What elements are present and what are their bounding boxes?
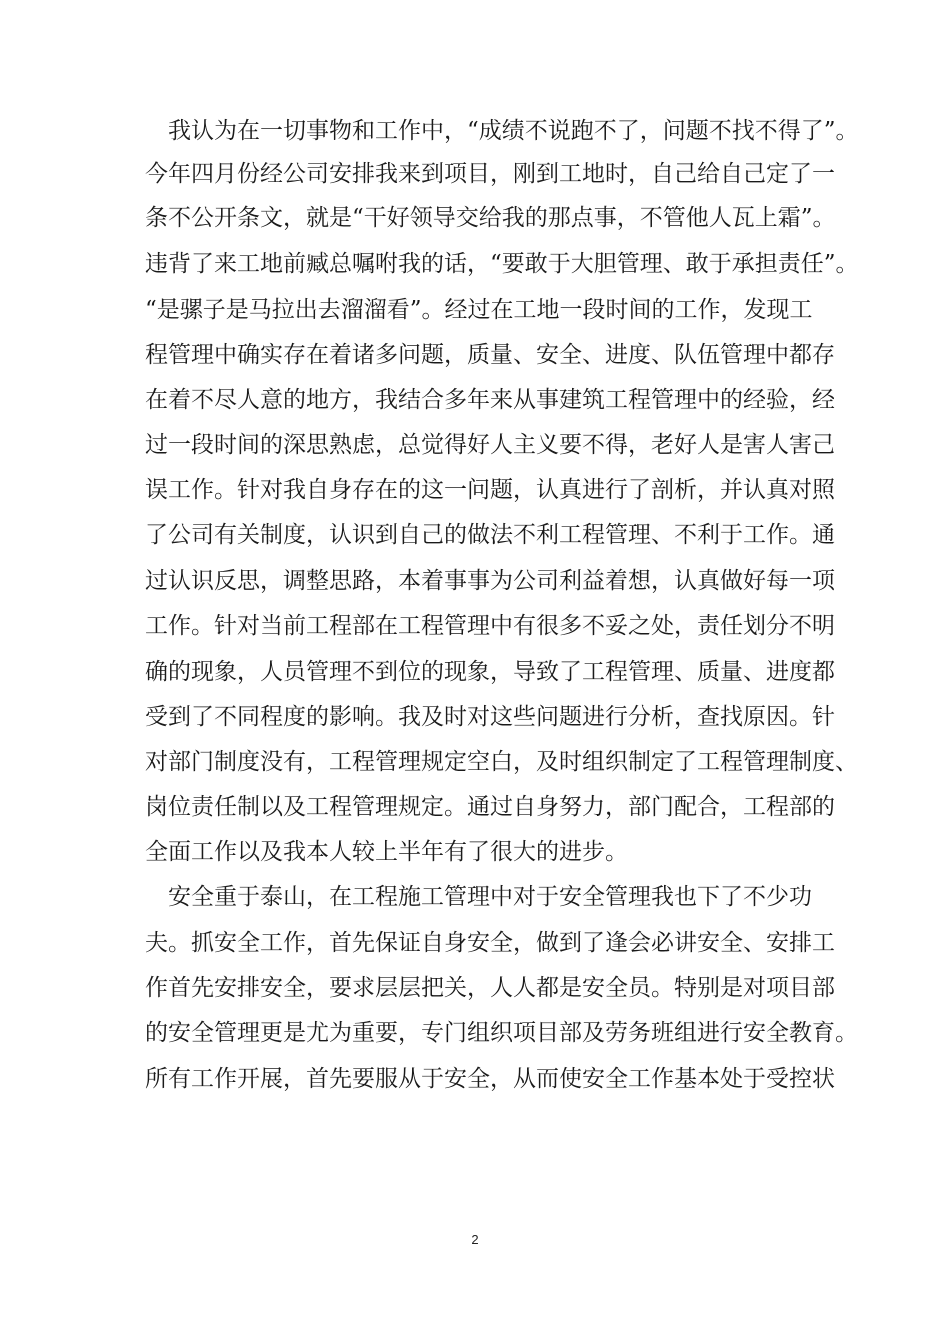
- text-line: 违背了来工地前臧总嘱咐我的话，“要敢于大胆管理、敢于承担责任”。: [145, 251, 859, 277]
- text-line: 工作。针对当前工程部在工程管理中有很多不妥之处，责任划分不明: [145, 613, 835, 639]
- text-line: 今年四月份经公司安排我来到项目，刚到工地时，自己给自己定了一: [145, 161, 835, 187]
- text-line: 作首先安排安全，要求层层把关，人人都是安全员。特别是对项目部: [145, 975, 835, 1001]
- text-line: 过认识反思，调整思路，本着事事为公司利益着想，认真做好每一项: [145, 568, 835, 594]
- text-line: 确的现象，人员管理不到位的现象，导致了工程管理、质量、进度都: [145, 659, 835, 685]
- text-line: 夫。抓安全工作，首先保证自身安全，做到了逢会必讲安全、安排工: [145, 930, 835, 956]
- page-number: 2: [471, 1232, 479, 1247]
- text-line: 条不公开条文，就是“干好领导交给我的那点事，不管他人瓦上霜”。: [145, 205, 836, 231]
- text-line: “是骡子是马拉出去溜溜看”。经过在工地一段时间的工作，发现工: [145, 297, 813, 323]
- text-line: 所有工作开展，首先要服从于安全，从而使安全工作基本处于受控状: [145, 1066, 835, 1092]
- text-line: 了公司有关制度，认识到自己的做法不利工程管理、不利于工作。通: [145, 522, 835, 548]
- text-line: 误工作。针对我自身存在的这一问题，认真进行了剖析，并认真对照: [145, 477, 835, 503]
- text-line: 在着不尽人意的地方，我结合多年来从事建筑工程管理中的经验，经: [145, 387, 835, 413]
- text-line: 对部门制度没有，工程管理规定空白，及时组织制定了工程管理制度、: [145, 749, 858, 775]
- text-line: 我认为在一切事物和工作中，“成绩不说跑不了，问题不找不得了”。: [168, 118, 859, 144]
- text-line: 程管理中确实存在着诸多问题，质量、安全、进度、队伍管理中都存: [145, 342, 835, 368]
- text-line: 全面工作以及我本人较上半年有了很大的进步。: [145, 839, 628, 865]
- text-line: 安全重于泰山，在工程施工管理中对于安全管理我也下了不少功: [168, 884, 812, 910]
- text-line: 受到了不同程度的影响。我及时对这些问题进行分析，查找原因。针: [145, 704, 835, 730]
- text-line: 岗位责任制以及工程管理规定。通过自身努力，部门配合，工程部的: [145, 794, 835, 820]
- text-line: 过一段时间的深思熟虑，总觉得好人主义要不得，老好人是害人害己: [145, 432, 835, 458]
- text-line: 的安全管理更是尤为重要，专门组织项目部及劳务班组进行安全教育。: [145, 1020, 858, 1046]
